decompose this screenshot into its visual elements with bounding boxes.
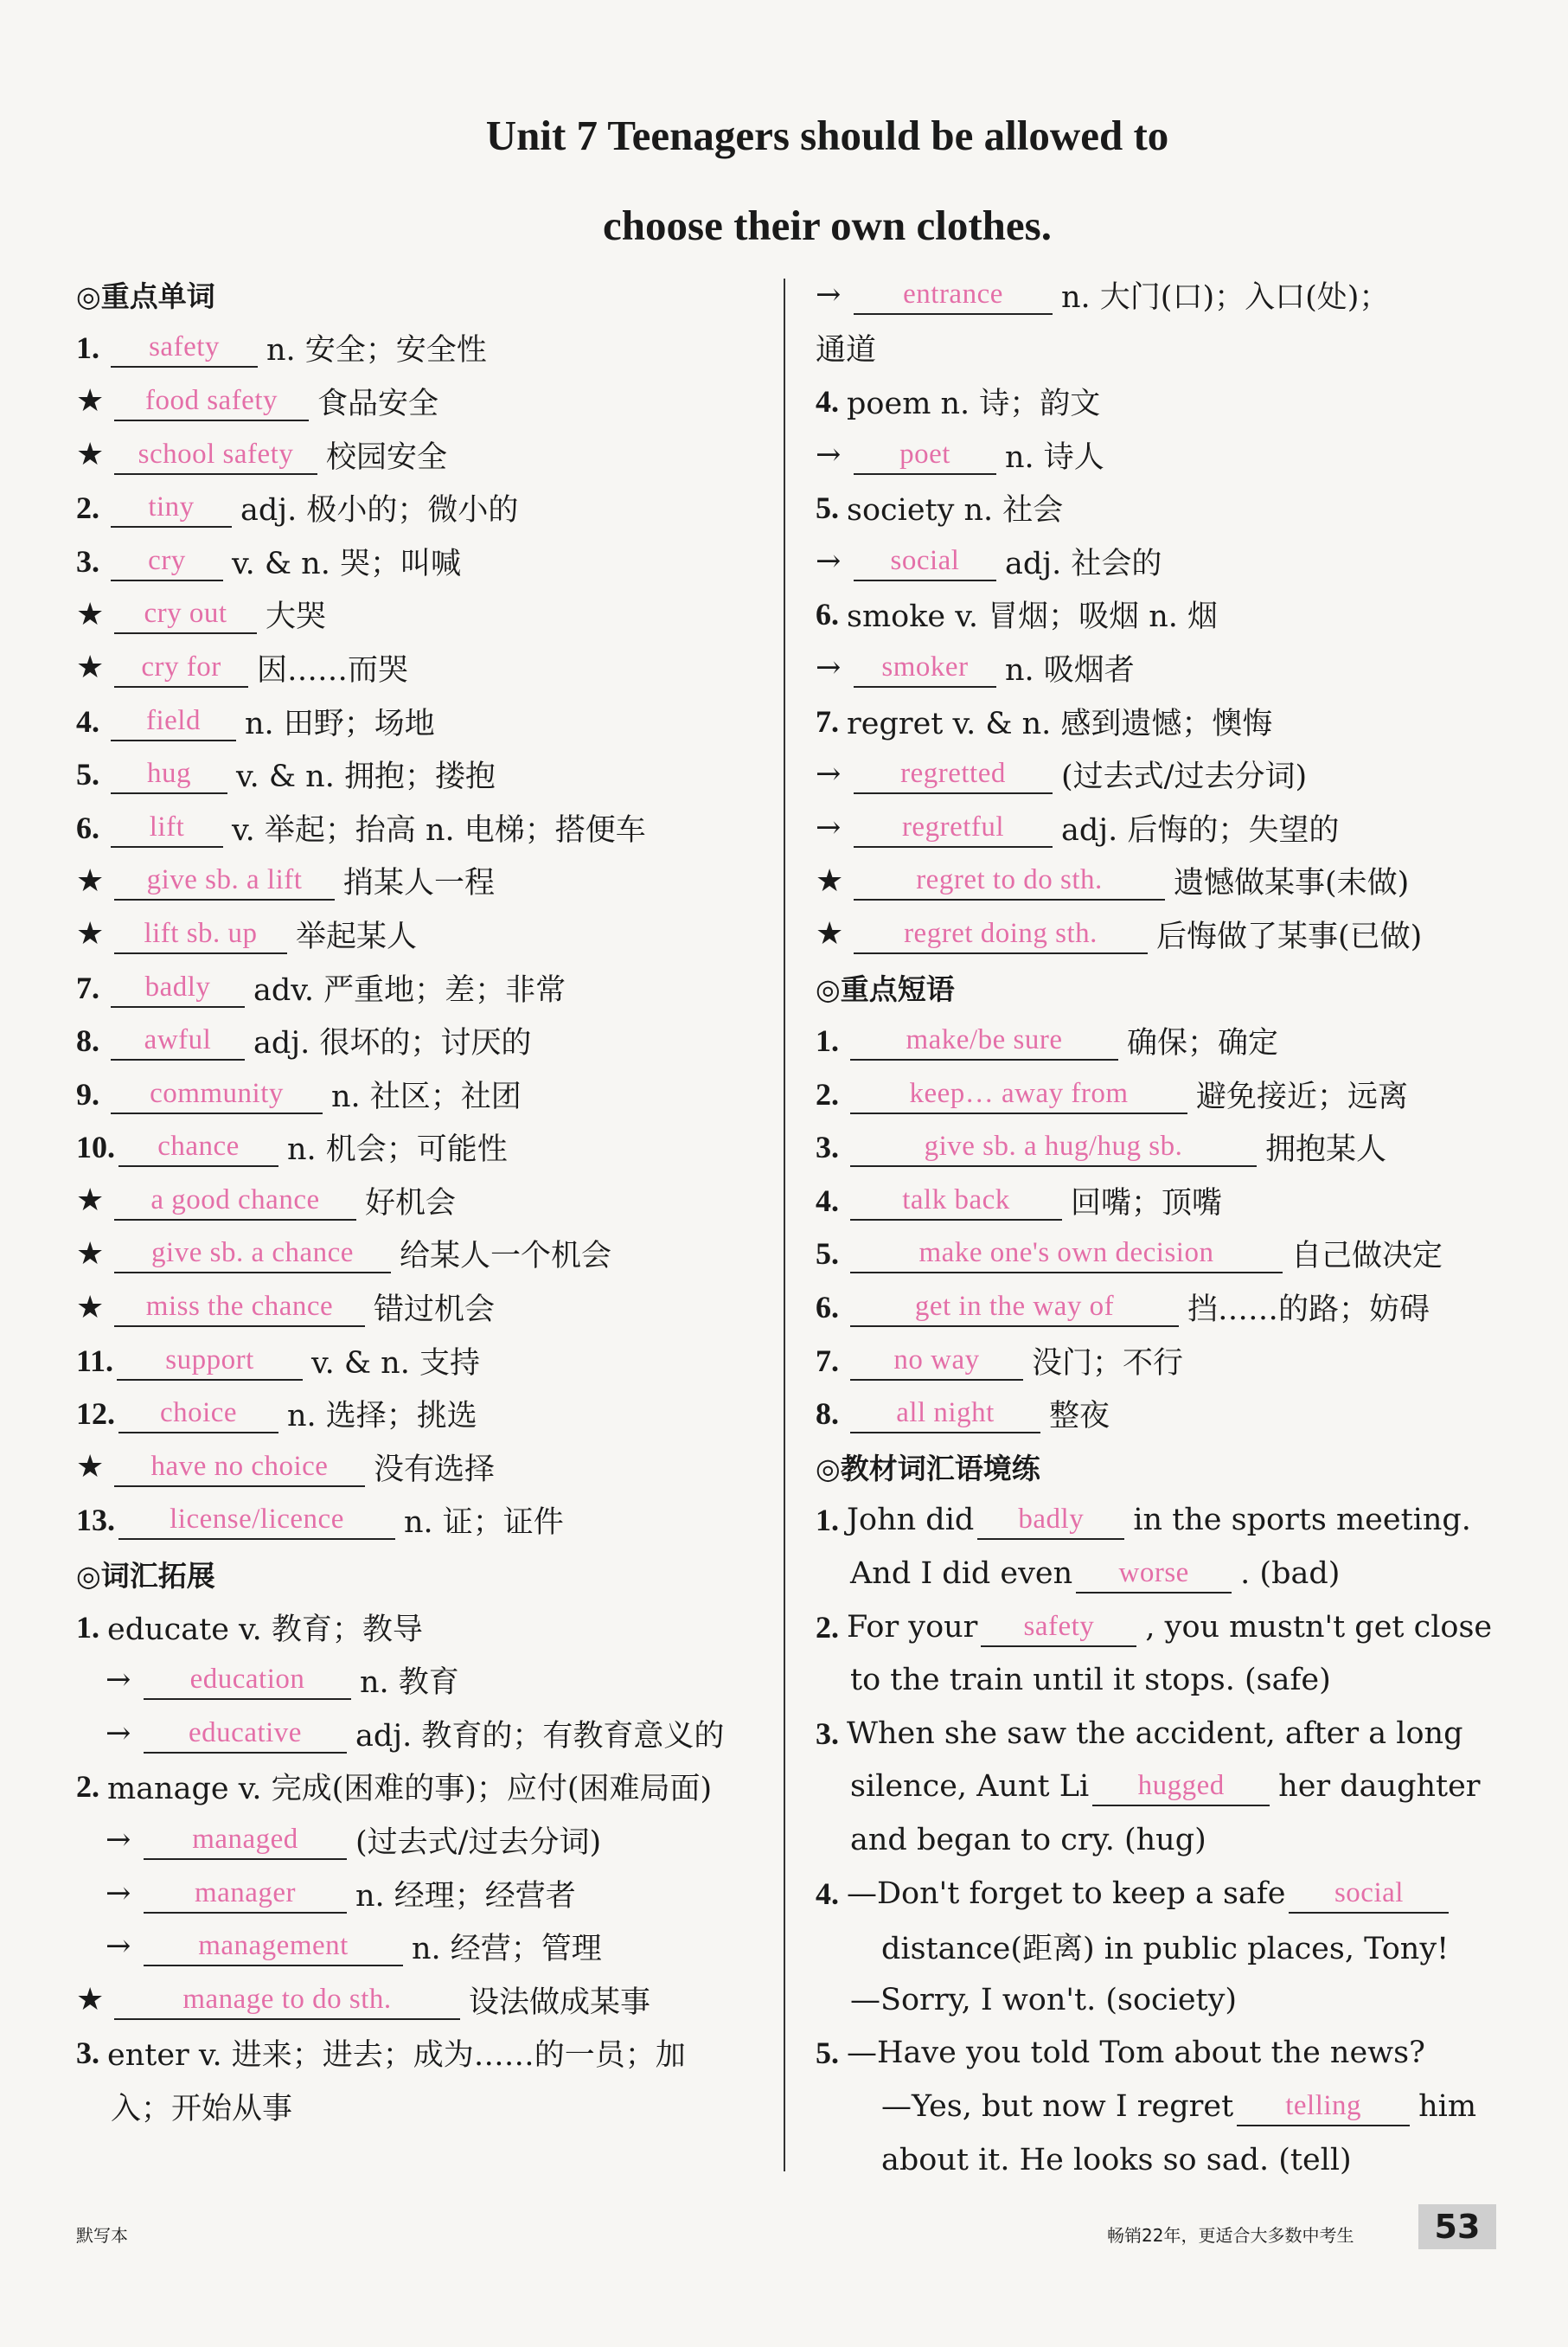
definition-text: adj. 社会的 <box>1005 546 1162 581</box>
entry-line <box>76 1228 768 1281</box>
arrow-icon: → <box>816 757 842 792</box>
entry-line <box>816 1760 1499 1814</box>
entry-line <box>816 481 1499 535</box>
definition-text: adv. 严重地；差；非常 <box>253 972 566 1008</box>
answer-blank: license/licence <box>118 1500 395 1540</box>
definition-text: n. 证；证件 <box>404 1505 564 1541</box>
definition-text: 拥抱某人 <box>1265 1132 1387 1168</box>
answer-blank: field <box>111 702 236 741</box>
entry-line <box>816 747 1499 801</box>
item-number: 1. <box>76 330 99 366</box>
definition-text: educate v. 教育；教导 <box>107 1612 423 1647</box>
answer-blank: talk back <box>850 1181 1062 1221</box>
item-number: 7. <box>76 970 99 1005</box>
star-icon: ★ <box>76 1235 105 1272</box>
definition-text: 设法做成某事 <box>469 1985 651 2020</box>
answer-blank: telling <box>1237 2087 1410 2126</box>
answer-blank: managed <box>144 1820 347 1860</box>
star-icon: ★ <box>816 862 844 899</box>
definition-text: society n. 社会 <box>847 493 1064 529</box>
item-number: 6. <box>816 1290 839 1325</box>
sentence-text: —Have you told Tom about the news? <box>847 2036 1425 2071</box>
answer-blank: lift sb. up <box>114 914 287 954</box>
star-icon: ★ <box>76 1982 105 2018</box>
definition-text: 挡……的路；妨碍 <box>1187 1292 1430 1328</box>
arrow-icon: → <box>106 1823 131 1858</box>
item-number: 4. <box>76 703 99 739</box>
item-number: 7. <box>816 703 839 739</box>
definition-text: 通道 <box>816 333 877 369</box>
item-number: 5. <box>76 757 99 792</box>
sentence-text: —Don't forget to keep a safe <box>847 1876 1286 1911</box>
answer-blank: school safety <box>114 435 317 475</box>
star-icon: ★ <box>76 383 105 420</box>
definition-text: in the sports meeting. <box>1133 1503 1471 1538</box>
definition-text: 没门；不行 <box>1032 1345 1184 1381</box>
definition-text: n. 吸烟者 <box>1005 652 1135 688</box>
entry-line <box>816 641 1499 695</box>
item-number: 11. <box>76 1343 114 1378</box>
answer-blank: support <box>117 1341 303 1381</box>
entry-line <box>76 1121 768 1175</box>
item-number: 6. <box>76 810 99 845</box>
sentence-text: and began to cry. (hug) <box>850 1823 1206 1858</box>
sentence-text: And I did even <box>850 1556 1073 1592</box>
item-number: 2. <box>816 1609 839 1645</box>
item-number: 2. <box>76 1769 99 1805</box>
right-column <box>816 268 1499 2186</box>
entry-line <box>816 1014 1499 1068</box>
definition-text: 校园安全 <box>326 439 448 475</box>
definition-text: n. 田野；场地 <box>245 706 435 741</box>
answer-blank: regret doing sth. <box>854 914 1148 954</box>
entry-line <box>816 1920 1499 1973</box>
definition-text: 举起某人 <box>296 919 418 954</box>
definition-text: smoke v. 冒烟；吸烟 n. 烟 <box>847 600 1219 635</box>
answer-blank: get in the way of <box>850 1287 1179 1327</box>
sentence-text: about it. He looks so sad. (tell) <box>881 2142 1352 2177</box>
definition-text: 入；开始从事 <box>111 2091 293 2126</box>
definition-text: her daughter <box>1278 1769 1481 1805</box>
definition-text: manage v. 完成(困难的事)；应付(困难局面) <box>107 1772 713 1807</box>
definition-text: n. 大门(口)；入口(处)； <box>1061 279 1390 315</box>
definition-text: v. & n. 哭；叫喊 <box>232 546 461 581</box>
section-heading: ◎词汇拓展 <box>76 1558 215 1593</box>
star-icon: ★ <box>76 596 105 632</box>
entry-line <box>76 375 768 428</box>
entry-line <box>816 1653 1499 1707</box>
answer-blank: regretted <box>854 754 1053 794</box>
arrow-icon: → <box>816 277 842 312</box>
answer-blank: worse <box>1076 1554 1232 1594</box>
star-icon: ★ <box>76 1449 105 1485</box>
answer-blank: smoker <box>854 648 996 688</box>
definition-text: n. 经营；管理 <box>412 1932 602 1967</box>
item-number: 3. <box>76 2036 99 2071</box>
page-title-line2: choose their own clothes. <box>603 202 1052 249</box>
answer-blank: all night <box>850 1394 1040 1433</box>
definition-text: n. 社区；社团 <box>331 1079 522 1114</box>
definition-text: n. 安全；安全性 <box>266 333 487 369</box>
column-divider <box>784 279 785 2171</box>
entry-line <box>76 641 768 695</box>
arrow-icon: → <box>106 1876 131 1911</box>
entry-line <box>76 855 768 908</box>
definition-text: 给某人一个机会 <box>400 1239 612 1274</box>
entry-line <box>76 1707 768 1760</box>
entry-line <box>76 1440 768 1494</box>
item-number: 4. <box>816 1876 839 1911</box>
entry-line <box>816 322 1499 375</box>
entry-line <box>816 1547 1499 1600</box>
star-icon: ★ <box>76 650 105 686</box>
answer-blank: education <box>144 1660 351 1700</box>
entry-line <box>76 907 768 961</box>
entry-line <box>816 535 1499 588</box>
entry-line <box>76 588 768 642</box>
entry-line <box>816 1334 1499 1388</box>
item-number: 5. <box>816 2036 839 2071</box>
entry-line <box>816 1707 1499 1760</box>
answer-blank: choice <box>118 1394 278 1433</box>
item-number: 8. <box>816 1396 839 1432</box>
entry-line <box>816 695 1499 748</box>
definition-text: 回嘴；顶嘴 <box>1071 1185 1223 1221</box>
entry-line <box>76 1494 768 1548</box>
entry-line <box>76 1334 768 1388</box>
answer-blank: safety <box>111 328 258 368</box>
item-number: 10. <box>76 1130 115 1165</box>
answer-blank: tiny <box>111 488 232 528</box>
definition-text: 错过机会 <box>374 1292 496 1328</box>
definition-text: 整夜 <box>1049 1399 1110 1434</box>
entry-line <box>816 268 1499 322</box>
answer-blank: make one's own decision <box>850 1234 1283 1273</box>
answer-blank: keep… away from <box>850 1074 1187 1114</box>
section-heading: ◎教材词汇语境练 <box>816 1452 1040 1486</box>
entry-line <box>76 747 768 801</box>
definition-text: (过去式/过去分词) <box>355 1825 602 1861</box>
answer-blank: safety <box>981 1607 1136 1647</box>
entry-line <box>76 322 768 375</box>
answer-blank: awful <box>111 1021 245 1061</box>
answer-blank: hug <box>111 754 227 794</box>
item-number: 12. <box>76 1396 115 1432</box>
entry-line <box>76 535 768 588</box>
answer-blank: manager <box>144 1874 347 1914</box>
entry-line <box>76 2080 768 2133</box>
entry-line <box>76 1653 768 1707</box>
entry-line <box>76 1600 768 1654</box>
page-number: 53 <box>1418 2204 1496 2249</box>
answer-blank: give sb. a chance <box>114 1234 391 1273</box>
answer-blank: cry out <box>114 594 257 634</box>
entry-line <box>816 907 1499 961</box>
definition-text: adj. 很坏的；讨厌的 <box>253 1026 532 1061</box>
answer-blank: make/be sure <box>850 1021 1118 1061</box>
arrow-icon: → <box>816 543 842 579</box>
sentence-text: —Sorry, I won't. (society) <box>850 1982 1238 2017</box>
entry-line <box>76 1760 768 1814</box>
arrow-icon: → <box>816 810 842 845</box>
entry-line <box>816 2133 1499 2187</box>
entry-line <box>76 1813 768 1867</box>
answer-blank: educative <box>144 1714 347 1754</box>
item-number: 8. <box>76 1023 99 1059</box>
entry-line <box>816 588 1499 642</box>
entry-line <box>76 1973 768 2027</box>
star-icon: ★ <box>76 862 105 899</box>
item-number: 5. <box>816 491 839 526</box>
definition-text: n. 教育 <box>360 1665 459 1701</box>
definition-text: 因……而哭 <box>257 652 409 688</box>
item-number: 13. <box>76 1503 115 1538</box>
definition-text: , you mustn't get close <box>1145 1609 1493 1645</box>
definition-text: v. & n. 拥抱；搂抱 <box>236 760 496 795</box>
answer-blank: a good chance <box>114 1181 356 1221</box>
sentence-text: silence, Aunt Li <box>850 1769 1090 1805</box>
entry-line <box>816 855 1499 908</box>
sentence-text: John did <box>847 1503 975 1538</box>
answer-blank: manage to do sth. <box>114 1980 460 2020</box>
item-number: 2. <box>76 491 99 526</box>
answer-blank: regretful <box>854 808 1053 848</box>
definition-text: 避免接近；远离 <box>1196 1079 1409 1114</box>
definition-text: 后悔做了某事(已做) <box>1156 919 1423 954</box>
definition-text: v. 举起；抬高 n. 电梯；搭便车 <box>232 812 646 848</box>
answer-blank: give sb. a lift <box>114 861 335 901</box>
definition-text: 遗憾做某事(未做) <box>1174 866 1410 901</box>
definition-text: . (bad) <box>1240 1556 1341 1592</box>
entry-line <box>76 961 768 1015</box>
answer-blank: community <box>111 1074 323 1114</box>
definition-text: v. & n. 支持 <box>311 1345 480 1381</box>
star-icon: ★ <box>76 1183 105 1219</box>
item-number: 1. <box>76 1609 99 1645</box>
entry-line <box>76 1068 768 1121</box>
sentence-text: For your <box>847 1609 978 1645</box>
entry-line <box>816 1228 1499 1281</box>
item-number: 3. <box>76 543 99 579</box>
entry-line <box>76 1387 768 1440</box>
entry-line <box>816 375 1499 428</box>
answer-blank: give sb. a hug/hug sb. <box>850 1127 1257 1167</box>
sentence-text: distance(距离) in public places, Tony! <box>881 1932 1450 1967</box>
left-column <box>76 268 768 2133</box>
entry-line <box>76 1174 768 1228</box>
answer-blank: hugged <box>1092 1767 1270 1806</box>
arrow-icon: → <box>816 650 842 685</box>
item-number: 4. <box>816 383 839 419</box>
definition-text: regret v. & n. 感到遗憾；懊悔 <box>847 706 1273 741</box>
answer-blank: poet <box>854 435 996 475</box>
answer-blank: regret to do sth. <box>854 861 1165 901</box>
sentence-text: When she saw the accident, after a long <box>847 1715 1463 1751</box>
definition-text: 好机会 <box>365 1185 457 1221</box>
answer-blank: no way <box>850 1341 1023 1381</box>
definition-text: 大哭 <box>266 600 327 635</box>
definition-text: n. 选择；挑选 <box>287 1399 477 1434</box>
item-number: 6. <box>816 597 839 632</box>
star-icon: ★ <box>76 1289 105 1325</box>
section-heading: ◎重点单词 <box>76 279 215 314</box>
answer-blank: badly <box>977 1500 1124 1540</box>
definition-text: n. 诗人 <box>1005 439 1104 475</box>
answer-blank: miss the chance <box>114 1287 365 1327</box>
section-heading: ◎重点短语 <box>816 972 955 1007</box>
entry-line <box>76 1920 768 1973</box>
entry-line <box>76 695 768 748</box>
item-number: 7. <box>816 1343 839 1378</box>
entry-line <box>76 1280 768 1334</box>
sentence-text: —Yes, but now I regret <box>881 2088 1234 2124</box>
entry-line <box>76 481 768 535</box>
answer-blank: badly <box>111 968 245 1008</box>
entry-line <box>76 2027 768 2081</box>
entry-line <box>816 1121 1499 1175</box>
entry-line <box>816 801 1499 855</box>
definition-text: adj. 教育的；有教育意义的 <box>355 1718 725 1754</box>
entry-line <box>816 428 1499 482</box>
item-number: 4. <box>816 1183 839 1218</box>
star-icon: ★ <box>76 437 105 473</box>
item-number: 3. <box>816 1715 839 1751</box>
arrow-icon: → <box>106 1663 131 1698</box>
answer-blank: management <box>144 1927 403 1966</box>
entry-line <box>816 1973 1499 2027</box>
definition-text: n. 机会；可能性 <box>287 1132 508 1168</box>
footer-left: 默写本 <box>76 2225 128 2246</box>
entry-line <box>816 1068 1499 1121</box>
star-icon: ★ <box>76 916 105 952</box>
answer-blank: food safety <box>114 382 309 421</box>
entry-line <box>816 1494 1499 1548</box>
item-number: 1. <box>816 1503 839 1538</box>
answer-blank: entrance <box>854 275 1053 315</box>
entry-line <box>76 428 768 482</box>
answer-blank: social <box>854 542 996 581</box>
definition-text: 食品安全 <box>317 386 439 421</box>
entry-line <box>816 1813 1499 1867</box>
answer-blank: social <box>1289 1874 1449 1914</box>
entry-line <box>816 1280 1499 1334</box>
entry-line <box>816 1600 1499 1654</box>
entry-line <box>816 1387 1499 1440</box>
definition-text: 自己做决定 <box>1291 1239 1443 1274</box>
answer-blank: lift <box>111 808 223 848</box>
answer-blank: chance <box>118 1127 278 1167</box>
arrow-icon: → <box>106 1929 131 1965</box>
arrow-icon: → <box>816 437 842 472</box>
item-number: 3. <box>816 1130 839 1165</box>
definition-text: 确保；确定 <box>1127 1026 1279 1061</box>
definition-text: adj. 后悔的；失望的 <box>1061 812 1340 848</box>
entry-line <box>76 1014 768 1068</box>
arrow-icon: → <box>106 1715 131 1751</box>
definition-text: 捎某人一程 <box>343 866 496 901</box>
definition-text: (过去式/过去分词) <box>1061 760 1308 795</box>
page-title-line1: Unit 7 Teenagers should be allowed to <box>485 112 1169 159</box>
definition-text: enter v. 进来；进去；成为……的一员；加 <box>107 2038 686 2074</box>
entry-line <box>816 1174 1499 1228</box>
item-number: 1. <box>816 1023 839 1059</box>
definition-text: adj. 极小的；微小的 <box>240 493 519 529</box>
entry-line <box>76 1867 768 1921</box>
footer-right: 畅销22年，更适合大多数中考生 <box>1107 2225 1354 2246</box>
entry-line <box>816 2027 1499 2081</box>
definition-text: him <box>1418 2088 1477 2124</box>
item-number: 5. <box>816 1236 839 1272</box>
definition-text: n. 经理；经营者 <box>355 1878 576 1914</box>
answer-blank: cry for <box>114 648 248 688</box>
entry-line <box>76 801 768 855</box>
entry-line <box>816 2080 1499 2133</box>
star-icon: ★ <box>816 916 844 952</box>
definition-text: poem n. 诗；韵文 <box>847 386 1101 421</box>
sentence-text: to the train until it stops. (safe) <box>850 1663 1331 1698</box>
answer-blank: cry <box>111 542 223 581</box>
item-number: 2. <box>816 1076 839 1112</box>
item-number: 9. <box>76 1076 99 1112</box>
entry-line <box>816 1867 1499 1921</box>
definition-text: 没有选择 <box>374 1452 496 1487</box>
answer-blank: have no choice <box>114 1447 365 1487</box>
